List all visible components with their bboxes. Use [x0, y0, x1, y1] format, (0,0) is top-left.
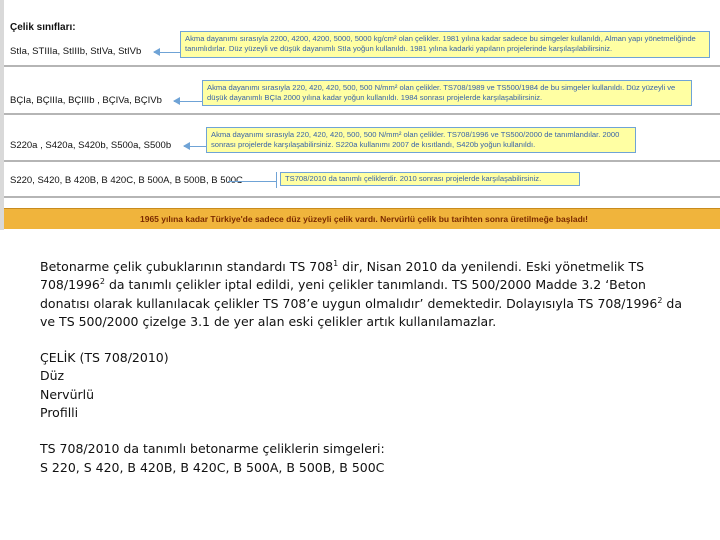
symbols-list: S 220, S 420, B 420B, B 420C, B 500A, B 500B, B 500C [40, 459, 385, 475]
footnote-mark-3: 2 [657, 295, 663, 305]
steel-list-item: Profilli [40, 405, 79, 421]
divider-1 [4, 65, 720, 67]
steel-list-item: Düz [40, 368, 65, 384]
arrow-icon-2 [173, 97, 180, 105]
symbols-title: TS 708/2010 da tanımlı betonarme çeliklerin simgeleri: [40, 441, 385, 457]
note-box-4: TS708/2010 da tanımlı çeliklerdir. 2010 sonrası projelerde karşılaşabilirsiniz. [280, 172, 580, 186]
intro-text-part-1: Betonarme çelik çubuklarının standardı TS 708 [40, 259, 334, 274]
note-box-2: Akma dayanımı sırasıyla 220, 420, 420, 500, 500 N/mm² olan çelikler. TS708/1989 ve TS500/1984 de bu simgeler kullanıldı. Düz yüzeyli ve düşük dayanımlı BÇIa 2000 yılına kadar yoğun kullanıldı. 1984 sonrası projelerde karşılaşabilirsiniz. [202, 80, 692, 106]
note-box-1: Akma dayanımı sırasıyla 2200, 4200, 4200, 5000, 5000 kg/cm² olan çelikler. 1981 yılına kadar sadece bu simgeler kullanıldı, Alman yapı yönetmeliğinde tanımlıdırlar. Düz yüzeyli ve düşük dayanımlı StIa yoğun kullanıldı. 1981 yılına kadarki yapıların projelerinde karşılaşılabilirsiniz. [180, 31, 710, 58]
divider-4 [4, 196, 720, 198]
divider-2 [4, 113, 720, 115]
warning-banner: 1965 yılına kadar Türkiye'de sadece düz yüzeyli çelik vardı. Nervürlü çelik bu tarihten sonra üretilmeğe başladı! [4, 208, 720, 229]
divider-3 [4, 160, 720, 162]
intro-text-part-4: da ve TS 500/2000 çizelge 3.1 de yer alan eski çelikler artık kullanılamazlar. [40, 295, 683, 329]
grade-row-1: StIa, STIIIa, StIIIb, StIVa, StIVb [10, 46, 142, 57]
note-box-3: Akma dayanımı sırasıyla 220, 420, 420, 500, 500 N/mm² olan çelikler. TS708/1996 ve TS500/2000 de tanımlandılar. 2000 sonrası projelerde karşılaşabilirsiniz. S220a kullanımı 2007 de kısıtlandı, S420b yoğun kullanıldı. [206, 127, 636, 153]
connector-line-4 [228, 181, 276, 182]
intro-text-part-2: dir, Nisan 2010 da yenilendi. Eski yönetmelik TS 708/1996 [40, 259, 645, 293]
intro-paragraph [40, 258, 690, 331]
steel-classes-figure [0, 0, 720, 230]
steel-list-item: Nervürlü [40, 386, 95, 402]
grade-row-2: BÇIa, BÇIIIa, BÇIIIb , BÇIVa, BÇIVb [10, 95, 162, 106]
footnote-mark-2: 2 [99, 277, 105, 287]
grade-row-3: S220a , S420a, S420b, S500a, S500b [10, 140, 172, 151]
steel-list-title: ÇELİK (TS 708/2010) [40, 350, 169, 366]
bracket-line-4 [276, 172, 277, 188]
footnote-mark-1: 1 [333, 258, 339, 268]
body-text [40, 258, 690, 477]
arrow-icon-3 [183, 142, 190, 150]
intro-text-part-3: da tanımlı çelikler iptal edildi, yeni çelikler tanımlandı. TS 500/2000 Madde 3.2 ‘Beton donatısı olarak kullanılacak çelikler TS 708’e uygun olmalıdır’ demektedir. Dolayısıyla TS 708/1996 [40, 277, 658, 311]
grade-row-4: S220, S420, B 420B, B 420C, B 500A, B 500B, B 500C [10, 175, 243, 186]
figure-heading: Çelik sınıfları: [10, 22, 76, 33]
arrow-icon-1 [153, 48, 160, 56]
